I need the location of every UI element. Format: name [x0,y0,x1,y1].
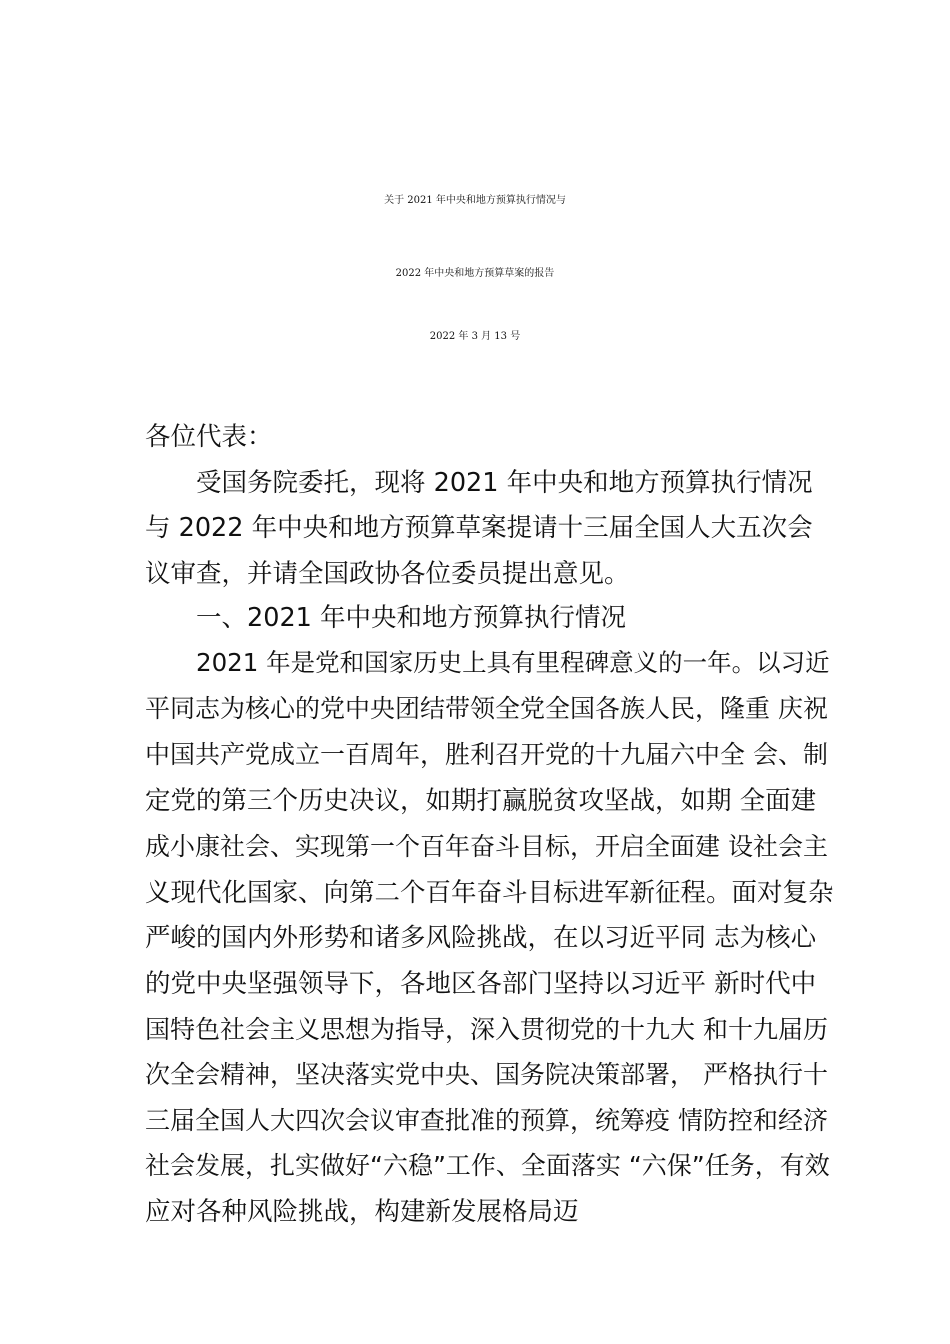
paragraph-line: 定党的第三个历史决议，如期打赢脱贫攻坚战，如期 全面建 [145,786,817,816]
paragraph-line: 2021 年是党和国家历史上具有里程碑意义的一年。以习近 [196,648,830,677]
paragraph-line: 议审查，并请全国政协各位委员提出意见。 [145,559,630,589]
paragraph-line: 的党中央坚强领导下，各地区各部门坚持以习近平 新时代中 [145,969,817,999]
report-title-line-2: 2022 年中央和地方预算草案的报告 [395,268,555,279]
paragraph-line: 成小康社会、实现第一个百年奋斗目标，开启全面建 设社会主 [145,832,828,861]
paragraph-line: 义现代化国家、向第二个百年奋斗目标进军新征程。面对复杂 [145,878,834,908]
paragraph-line: 三届全国人大四次会议审查批准的预算，统筹疫 情防控和经济 [145,1106,828,1135]
paragraph-line: 严峻的国内外形势和诸多风险挑战，在以习近平同 志为核心 [145,923,817,953]
paragraph-line: 次全会精神，坚决落实党中央、国务院决策部署， 严格执行十 [145,1060,828,1089]
paragraph-line: 社会发展，扎实做好“六稳”工作、全面落实 “六保”任务，有效 [145,1151,830,1180]
salutation: 各位代表： [145,422,273,452]
paragraph-line: 应对各种风险挑战，构建新发展格局迈 [145,1197,579,1227]
paragraph-line: 国特色社会主义思想为指导，深入贯彻党的十九大 和十九届历 [145,1015,828,1044]
paragraph-line: 受国务院委托，现将 2021 年中央和地方预算执行情况 [196,468,813,498]
report-title-line-1: 关于 2021 年中央和地方预算执行情况与 [384,195,566,206]
paragraph-line: 平同志为核心的党中央团结带领全党全国各族人民，隆重 庆祝 [145,694,828,723]
paragraph-line: 中国共产党成立一百周年，胜利召开党的十九届六中全 会、制 [145,740,828,769]
paragraph-line: 与 2022 年中央和地方预算草案提请十三届全国人大五次会 [145,513,813,543]
report-date: 2022 年 3 月 13 号 [429,331,521,342]
section-heading: 一、2021 年中央和地方预算执行情况 [196,603,627,633]
